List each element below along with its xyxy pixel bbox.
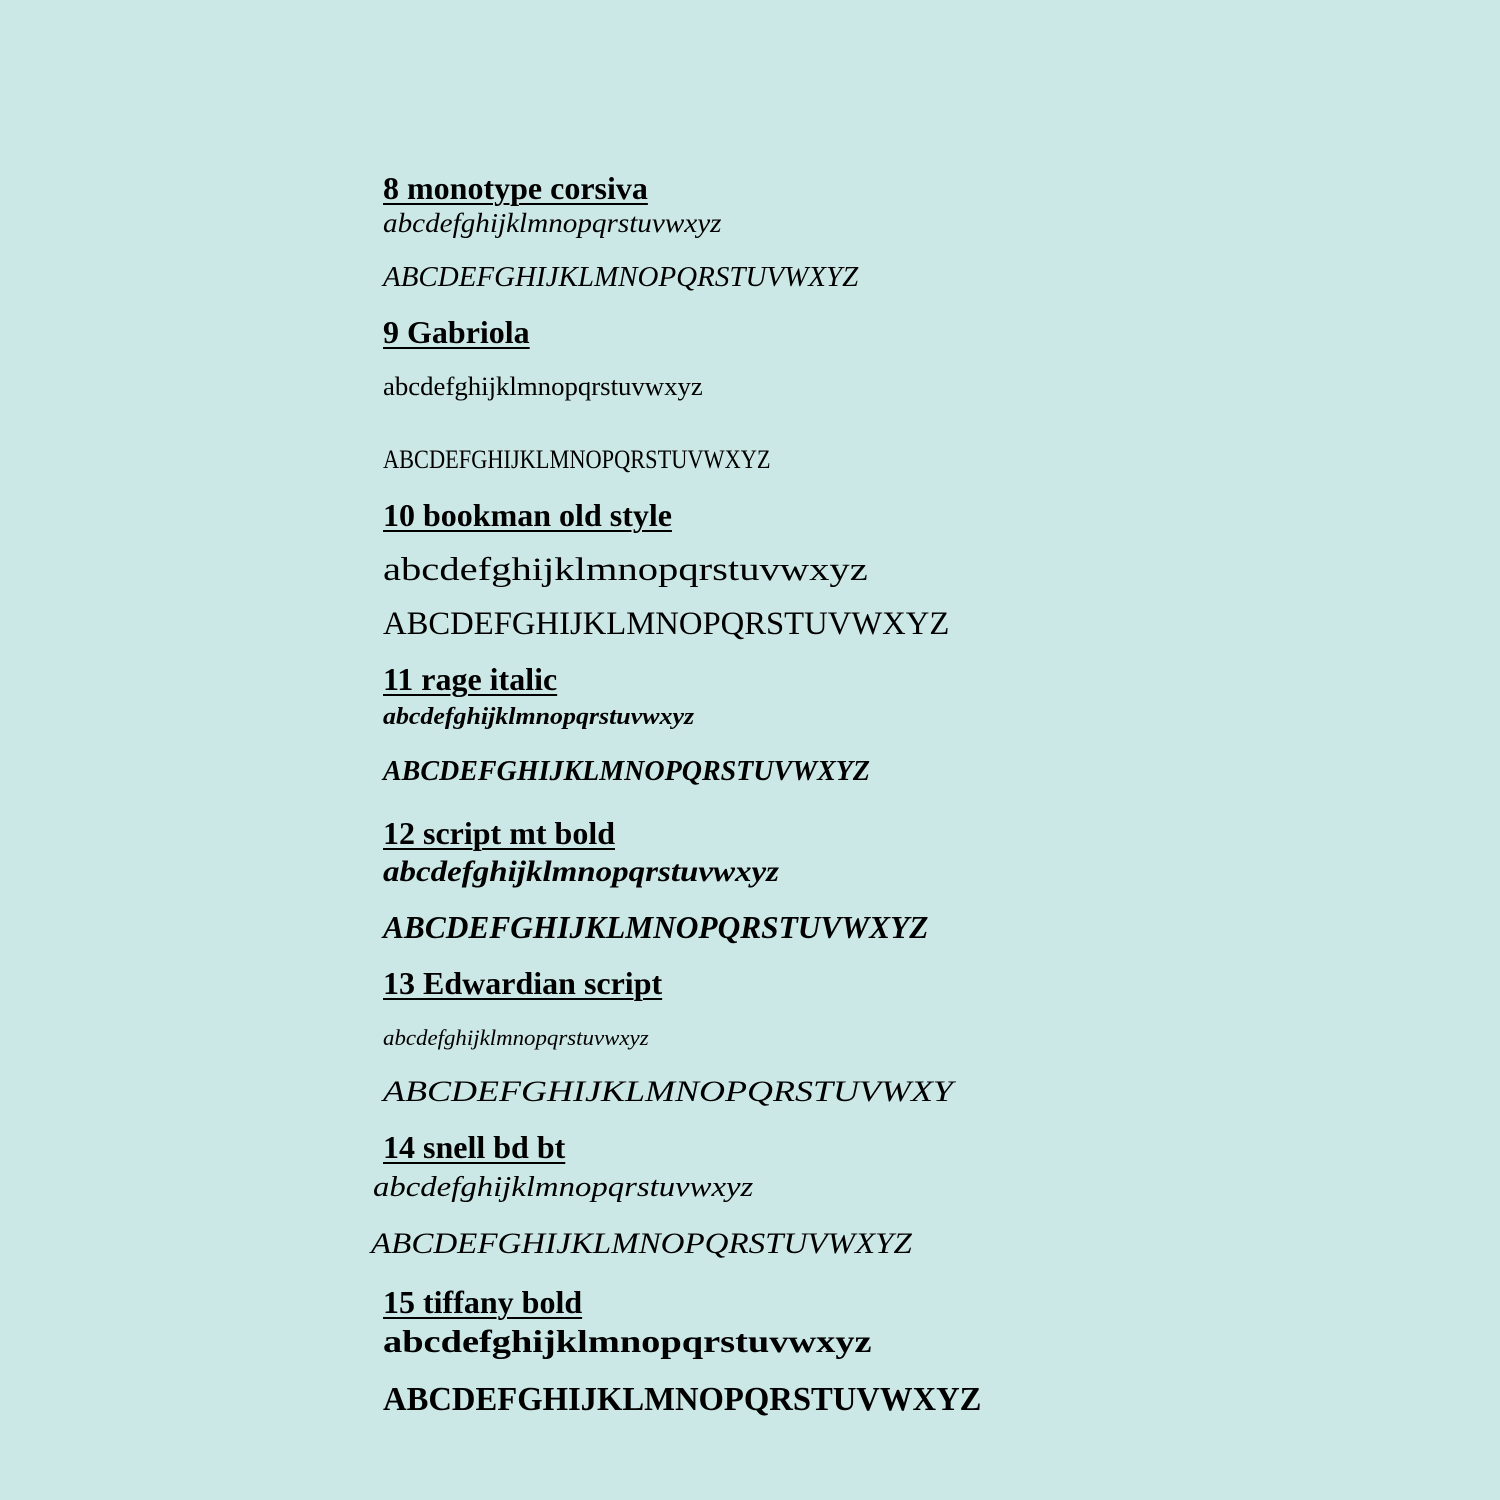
- font-12-uppercase-sample: ABCDEFGHIJKLMNOPQRSTUVWXYZ: [383, 909, 929, 945]
- font-10-uppercase-sample: ABCDEFGHIJKLMNOPQRSTUVWXYZ: [383, 606, 950, 642]
- font-15-lowercase-sample: abcdefghijklmnopqrstuvwxyz: [383, 1323, 872, 1359]
- font-13-uppercase-sample: ABCDEFGHIJKLMNOPQRSTUVWXY: [383, 1075, 953, 1108]
- font-15-heading: 15 tiffany bold: [383, 1284, 583, 1320]
- font-9-heading: 9 Gabriola: [383, 314, 530, 350]
- font-14-lowercase-sample: abcdefghijklmnopqrstuvwxyz: [373, 1172, 754, 1203]
- font-9-uppercase-sample: ABCDEFGHIJKLMNOPQRSTUVWXYZ: [383, 445, 771, 474]
- font-14-heading: 14 snell bd bt: [383, 1129, 566, 1165]
- font-8-heading: 8 monotype corsiva: [383, 170, 648, 206]
- font-8-uppercase-sample: ABCDEFGHIJKLMNOPQRSTUVWXYZ: [383, 261, 859, 293]
- font-13-heading: 13 Edwardian script: [383, 965, 663, 1001]
- font-13-lowercase-sample: abcdefghijklmnopqrstuvwxyz: [383, 1025, 649, 1050]
- font-15-uppercase-sample: ABCDEFGHIJKLMNOPQRSTUVWXYZ: [383, 1381, 982, 1418]
- font-10-lowercase-sample: abcdefghijklmnopqrstuvwxyz: [383, 552, 868, 588]
- font-11-lowercase-sample: abcdefghijklmnopqrstuvwxyz: [383, 704, 695, 730]
- font-8-lowercase-sample: abcdefghijklmnopqrstuvwxyz: [383, 208, 722, 238]
- font-12-lowercase-sample: abcdefghijklmnopqrstuvwxyz: [383, 855, 780, 888]
- font-12-heading: 12 script mt bold: [383, 815, 615, 851]
- font-14-uppercase-sample: ABCDEFGHIJKLMNOPQRSTUVWXYZ: [371, 1227, 912, 1260]
- font-10-heading: 10 bookman old style: [383, 497, 672, 533]
- font-11-uppercase-sample: ABCDEFGHIJKLMNOPQRSTUVWXYZ: [383, 756, 870, 787]
- font-9-lowercase-sample: abcdefghijklmnopqrstuvwxyz: [383, 372, 703, 401]
- font-11-heading: 11 rage italic: [383, 661, 558, 697]
